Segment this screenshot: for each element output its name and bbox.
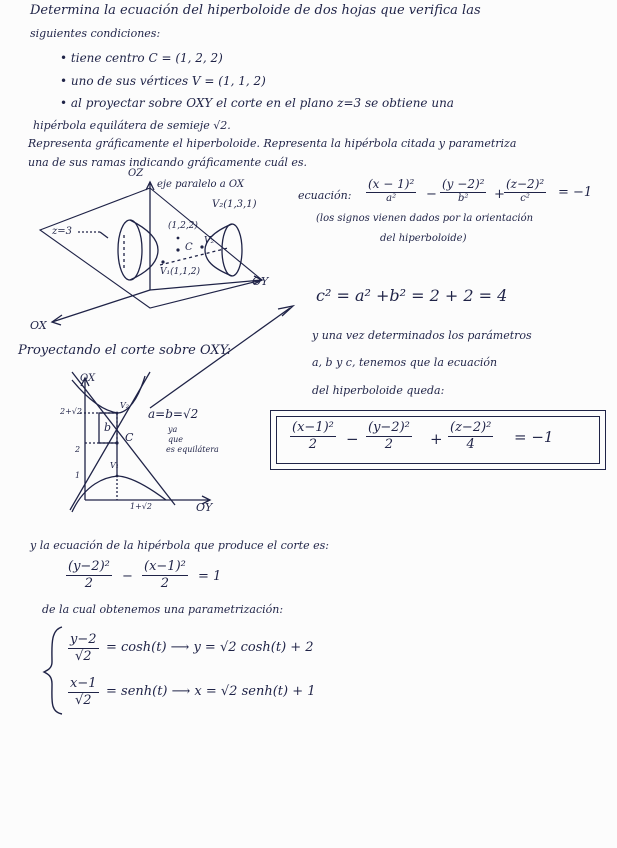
ox-label-3d: OX bbox=[30, 319, 47, 332]
projection-title: Proyectando el corte sobre OXY: bbox=[18, 343, 231, 358]
proj-c-label: C bbox=[125, 431, 134, 444]
param-y-fraction: $\frac{y-2}{√2}$ bbox=[70, 632, 97, 664]
task-line-1: Representa gráficamente el hiperboloide. Representa la hipérbola citada y parametriza bbox=[28, 137, 517, 150]
c-label: C bbox=[185, 242, 193, 253]
c-squared-equation: c² = a² +b² = 2 + 2 = 4 bbox=[316, 286, 508, 305]
hyperbola-intro: y la ecuación de la hipérbola que produce el corte es: bbox=[30, 539, 329, 552]
eq2-term-z: $\frac{\text{(z−2)²}}{4}$ bbox=[450, 420, 492, 452]
param-line-1: y una vez determinados los parámetros bbox=[312, 329, 532, 342]
proj-v2-label: V₂ bbox=[120, 401, 129, 410]
bullet-3: • al proyectar sobre OXY el corte en el plano z=3 se obtiene una bbox=[60, 96, 454, 110]
eq2-term-x: $\frac{\text{(x−1)²}}{2}$ bbox=[292, 420, 334, 452]
v2-short-label: V₂ bbox=[204, 236, 215, 246]
parametrization-intro: de la cual obtenemos una parametrización: bbox=[42, 603, 284, 616]
tick-1: 1 bbox=[75, 471, 81, 480]
proj-oy-label: OY bbox=[196, 501, 213, 514]
tick-2-plus-sqrt2: 2+√2 bbox=[60, 407, 82, 416]
condition-cut: al proyectar sobre OXY el corte en el plano z=3 se obtiene una bbox=[70, 96, 454, 110]
hyp-rhs: = 1 bbox=[198, 569, 222, 584]
task-line-2: una de sus ramas indicando gráficamente cuál es. bbox=[28, 156, 308, 169]
param-line-2: a, b y c, tenemos que la ecuación bbox=[312, 356, 498, 369]
hyp-term-y: $\frac{\text{(y−2)²}}{2}$ bbox=[68, 559, 110, 591]
bullet-2: • uno de sus vértices V = (1, 1, 2) bbox=[60, 74, 266, 88]
eq1-term-y: (y −2)² b² bbox=[442, 177, 485, 204]
notebook-page: Determina la ecuación del hiperboloide de dos hojas que verifica las siguientes condiciones: • tiene centro C = (1, 2, 2) • uno de sus vértices V = (1, 1, 2) • al proyectar sobre OXY el corte en el plano z=3 se obtiene una hipérbola equilátera de semieje √2. Representa gráficamente el hiperboloide. Representa la hipérbola citada y parametriza una de sus ramas indicando gráficamente cuál es. OZ eje paralelo a OX V₂(1,3,1) z=3 (1,2,2) C V₂ V₁(1,1,2) OY OX ecuación: (x − 1)² a² − (y −2)² b² + (z−2)² c² = −1 (los signos vienen dados por la orientación del hiperboloide) c² = a² +b² = 2 + 2 = 4 y una vez determinados los parámetros a, b y c, tenemos que la ecuación del hiperboloide queda: $\frac{\text{(x−1)²}}{2}$ − $\frac{\text{(y−2)²}}{2}$ + $\frac{\text{(z−2)²}}{4}$ = −1 Proyectando el corte sobre OXY: OX OY V₂ b C V₁ 2+√2 2 1 1+√2 a=b=√2 ya que es equilátera y la ecuación de la hipérbola que produce el corte es: $\frac{\text{(y−2)²}}{2}$ − $\frac{\text{(x−1)²}}{2}$ = 1 de la cual obtenemos una parametrización: $\frac{y-2}{√2}$ = cosh(t) ⟶ y = √2 cosh(t) + 2 $\frac{x-1}{√2}$ = senh(t) ⟶ x = √2 senh(t) + 1 bbox=[0, 0, 617, 848]
point-122-label: (1,2,2) bbox=[168, 221, 198, 231]
eq1-term-z: (z−2)² c² bbox=[506, 177, 545, 204]
oy-label-3d: OY bbox=[252, 275, 269, 288]
sign-note-2: del hiperboloide) bbox=[380, 233, 467, 244]
oz-label: OZ bbox=[128, 168, 144, 179]
tick-2: 2 bbox=[75, 445, 81, 454]
proj-ox-label: OX bbox=[80, 373, 96, 384]
eq2-rhs: = −1 bbox=[514, 428, 554, 446]
hyp-term-x: $\frac{\text{(x−1)²}}{2}$ bbox=[144, 559, 186, 591]
intro-line-1: Determina la ecuación del hiperboloide de dos hojas que verifica las bbox=[30, 3, 481, 18]
eq1-rhs: = −1 bbox=[558, 185, 593, 200]
param-line-3: del hiperboloide queda: bbox=[312, 384, 445, 397]
sign-note-1: (los signos vienen dados por la orientación bbox=[316, 213, 534, 224]
param-x-fraction: $\frac{x-1}{√2}$ bbox=[70, 676, 97, 708]
v2-label: V₂(1,3,1) bbox=[212, 199, 257, 210]
axis-note: eje paralelo a OX bbox=[157, 179, 245, 190]
proj-b-label: b bbox=[104, 421, 112, 434]
equation-label: ecuación: bbox=[298, 189, 352, 202]
condition-center: tiene centro C = (1, 2, 2) bbox=[70, 51, 223, 65]
condition-cut-2: hipérbola equilátera de semieje √2. bbox=[33, 119, 231, 132]
ab-value: a=b=√2 bbox=[148, 407, 199, 421]
proj-v1-label: V₁ bbox=[110, 461, 119, 470]
tick-1-plus-sqrt2: 1+√2 bbox=[130, 502, 152, 511]
z3-label: z=3 bbox=[52, 226, 73, 237]
bullet-1: • tiene centro C = (1, 2, 2) bbox=[60, 51, 223, 65]
intro-line-2: siguientes condiciones: bbox=[30, 27, 161, 40]
eq1-term-x: (x − 1)² a² bbox=[368, 177, 415, 204]
condition-vertex: uno de sus vértices V = (1, 1, 2) bbox=[70, 74, 266, 88]
param-x-rhs: = senh(t) ⟶ x = √2 senh(t) + 1 bbox=[106, 684, 316, 699]
param-y-rhs: = cosh(t) ⟶ y = √2 cosh(t) + 2 bbox=[106, 640, 314, 655]
eq2-term-y: $\frac{\text{(y−2)²}}{2}$ bbox=[368, 420, 410, 452]
v1-label: V₁(1,1,2) bbox=[160, 267, 201, 277]
